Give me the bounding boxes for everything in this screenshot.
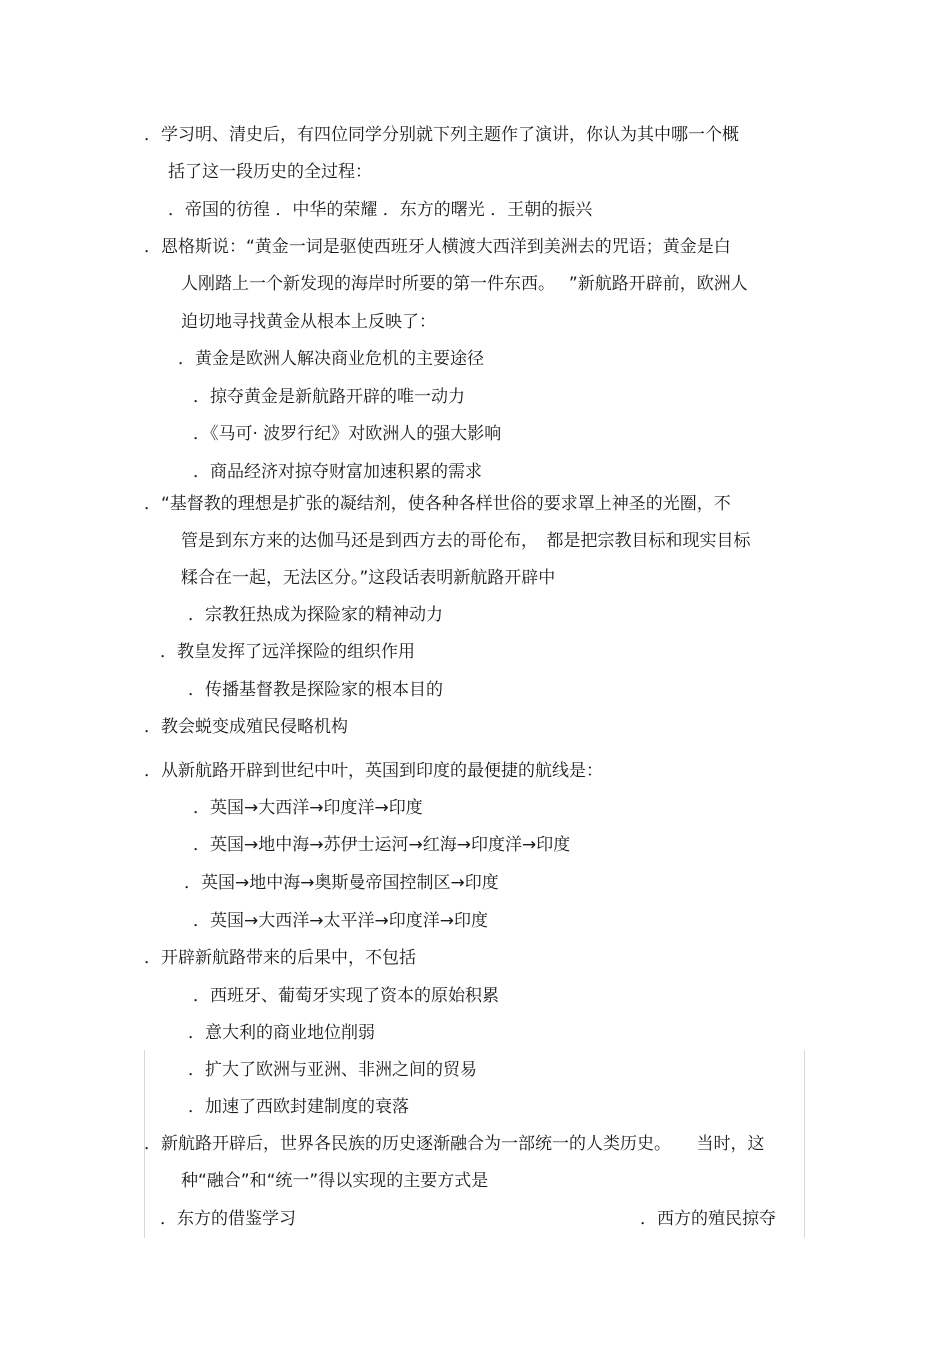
q5-option-c: ．扩大了欧洲与亚洲、非洲之间的贸易 <box>188 1060 477 1080</box>
q3-option-b: ．教皇发挥了远洋探险的组织作用 <box>160 642 415 662</box>
q4-stem-line-1: ．从新航路开辟到世纪中叶，英国到印度的最便捷的航线是： <box>144 761 603 781</box>
q1-stem-line-2: 括了这一段历史的全过程： <box>168 162 372 182</box>
q2-stem-line-1: ．恩格斯说：“黄金一词是驱使西班牙人横渡大西洋到美洲去的咒语；黄金是白 <box>144 237 731 257</box>
q6-stem-line-1: ．新航路开辟后，世界各民族的历史逐渐融合为一部统一的人类历史。 当时，这 <box>144 1134 765 1154</box>
q3-option-a: ．宗教狂热成为探险家的精神动力 <box>188 605 443 625</box>
q5-option-d: ．加速了西欧封建制度的衰落 <box>188 1097 409 1117</box>
q1-stem-line-1: ．学习明、清史后，有四位同学分别就下列主题作了演讲，你认为其中哪一个概 <box>144 125 739 145</box>
q5-option-b: ．意大利的商业地位削弱 <box>188 1023 375 1043</box>
q3-stem-line-1: ．“基督教的理想是扩张的凝结剂，使各种各样世俗的要求罩上神圣的光圈，不 <box>144 494 731 514</box>
q3-option-c: ．传播基督教是探险家的根本目的 <box>188 680 443 700</box>
q1-options-line: ．帝国的彷徨 ．中华的荣耀 ．东方的曙光 ．王朝的振兴 <box>168 200 593 220</box>
q4-option-a: ．英国→大西洋→印度洋→印度 <box>193 798 423 818</box>
q4-option-d: ．英国→大西洋→太平洋→印度洋→印度 <box>193 911 488 931</box>
q2-option-c: ．《马可· 波罗行纪》对欧洲人的强大影响 <box>193 424 502 444</box>
q2-option-d: ．商品经济对掠夺财富加速积累的需求 <box>193 462 482 482</box>
q6-option-a: ．东方的借鉴学习 <box>160 1209 296 1229</box>
q4-option-b: ．英国→地中海→苏伊士运河→红海→印度洋→印度 <box>193 835 571 855</box>
q6-option-b: ．西方的殖民掠夺 <box>640 1209 776 1229</box>
q2-stem-line-2: 人刚踏上一个新发现的海岸时所要的第一件东西。 ”新航路开辟前，欧洲人 <box>181 274 748 294</box>
q2-option-a: ．黄金是欧洲人解决商业危机的主要途径 <box>178 349 484 369</box>
q3-option-d: ．教会蜕变成殖民侵略机构 <box>144 717 348 737</box>
q4-option-c: ．英国→地中海→奥斯曼帝国控制区→印度 <box>184 873 499 893</box>
q6-stem-line-2: 种“融合”和“统一”得以实现的主要方式是 <box>181 1171 489 1191</box>
right-margin-line <box>804 1050 805 1238</box>
q2-stem-line-3: 迫切地寻找黄金从根本上反映了： <box>181 312 436 332</box>
q3-stem-line-3: 糅合在一起，无法区分。”这段话表明新航路开辟中 <box>181 568 556 588</box>
q2-option-b: ．掠夺黄金是新航路开辟的唯一动力 <box>193 387 465 407</box>
q5-option-a: ．西班牙、葡萄牙实现了资本的原始积累 <box>193 986 499 1006</box>
q5-stem-line-1: ．开辟新航路带来的后果中，不包括 <box>144 948 416 968</box>
q3-stem-line-2: 管是到东方来的达伽马还是到西方去的哥伦布， 都是把宗教目标和现实目标 <box>181 531 751 551</box>
